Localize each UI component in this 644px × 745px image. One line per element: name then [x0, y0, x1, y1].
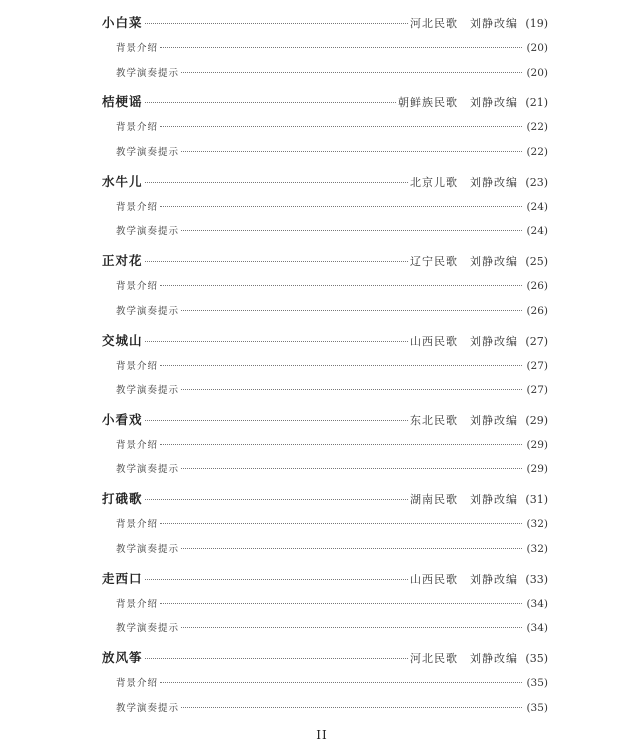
dot-leader	[160, 285, 522, 286]
subentry-page-number: (24)	[526, 200, 548, 213]
entry-source: 北京儿歌 刘静改编	[410, 175, 518, 189]
subentry-label: 背景介绍	[116, 201, 159, 213]
toc-subentry[interactable]	[102, 61, 548, 86]
subentry-page-number: (27)	[526, 384, 548, 397]
subentry-label: 背景介绍	[116, 519, 159, 531]
toc-section	[102, 10, 548, 89]
subentry-label: 背景介绍	[116, 678, 159, 690]
dot-leader	[160, 365, 522, 366]
toc-subentry[interactable]	[102, 671, 548, 696]
subentry-label: 背景介绍	[116, 439, 159, 451]
toc-subentry[interactable]	[102, 36, 548, 61]
subentry-label: 背景介绍	[116, 281, 159, 293]
entry-title: 正对花	[102, 253, 143, 269]
entry-page-number: (21)	[525, 96, 548, 110]
dot-leader	[181, 151, 522, 152]
toc-subentry[interactable]	[102, 115, 548, 140]
toc-section	[102, 328, 548, 407]
toc-entry[interactable]	[102, 407, 548, 433]
dot-leader	[145, 499, 408, 500]
dot-leader	[160, 444, 522, 445]
entry-source: 山西民歌 刘静改编	[410, 572, 518, 586]
entry-title: 小白菜	[102, 15, 143, 30]
toc-section	[102, 486, 548, 565]
entry-page-number: (25)	[525, 255, 548, 269]
subentry-page-number: (27)	[526, 359, 548, 372]
toc-entry[interactable]	[102, 169, 548, 195]
toc-subentry[interactable]	[102, 140, 548, 165]
dot-leader	[145, 102, 396, 103]
page-folio-number: II	[316, 728, 328, 742]
subentry-page-number: (24)	[526, 225, 548, 238]
subentry-page-number: (22)	[526, 145, 548, 158]
dot-leader	[160, 47, 522, 48]
entry-title: 放风筝	[102, 650, 143, 666]
entry-source: 河北民歌 刘静改编	[410, 652, 518, 666]
subentry-page-number: (22)	[526, 121, 548, 134]
subentry-page-number: (35)	[526, 677, 548, 690]
entry-source: 山西民歌 刘静改编	[410, 334, 518, 348]
toc-entry[interactable]	[102, 328, 548, 354]
dot-leader	[145, 420, 408, 421]
entry-page-number: (35)	[525, 652, 548, 666]
subentry-label: 教学演奏提示	[116, 385, 180, 397]
dot-leader	[181, 389, 522, 390]
dot-leader	[160, 206, 522, 207]
dot-leader	[160, 603, 522, 604]
subentry-page-number: (34)	[526, 597, 548, 610]
dot-leader	[181, 468, 522, 469]
entry-page-number: (23)	[525, 175, 548, 189]
subentry-page-number: (29)	[526, 438, 548, 451]
subentry-page-number: (32)	[526, 542, 548, 555]
table-of-contents	[102, 10, 548, 725]
toc-subentry[interactable]	[102, 616, 548, 641]
entry-title: 桔梗谣	[102, 94, 143, 110]
subentry-label: 背景介绍	[116, 598, 159, 610]
subentry-label: 教学演奏提示	[116, 464, 180, 476]
toc-subentry[interactable]	[102, 512, 548, 537]
entry-page-number: (27)	[525, 334, 548, 348]
toc-section	[102, 566, 548, 645]
subentry-label: 教学演奏提示	[116, 623, 180, 635]
dot-leader	[160, 126, 522, 127]
entry-title: 交城山	[102, 332, 143, 348]
subentry-page-number: (20)	[526, 42, 548, 54]
toc-subentry[interactable]	[102, 299, 548, 324]
entry-source: 河北民歌 刘静改编	[410, 17, 518, 30]
toc-entry[interactable]	[102, 248, 548, 274]
dot-leader	[145, 341, 408, 342]
dot-leader	[181, 548, 522, 549]
subentry-label: 教学演奏提示	[116, 543, 180, 555]
toc-subentry[interactable]	[102, 274, 548, 299]
dot-leader	[145, 579, 408, 580]
entry-page-number: (19)	[525, 17, 548, 30]
subentry-page-number: (20)	[526, 66, 548, 79]
entry-source: 东北民歌 刘静改编	[410, 413, 518, 427]
subentry-page-number: (26)	[526, 280, 548, 293]
dot-leader	[145, 23, 408, 24]
entry-page-number: (33)	[525, 572, 548, 586]
toc-subentry[interactable]	[102, 457, 548, 482]
toc-section	[102, 407, 548, 486]
toc-section	[102, 169, 548, 248]
toc-entry[interactable]	[102, 10, 548, 36]
subentry-label: 教学演奏提示	[116, 67, 180, 79]
entry-source: 辽宁民歌 刘静改编	[410, 255, 518, 269]
toc-subentry[interactable]	[102, 696, 548, 721]
dot-leader	[160, 682, 522, 683]
subentry-label: 教学演奏提示	[116, 146, 180, 158]
subentry-page-number: (35)	[526, 701, 548, 714]
dot-leader	[181, 707, 522, 708]
toc-subentry[interactable]	[102, 219, 548, 244]
dot-leader	[145, 182, 408, 183]
entry-page-number: (29)	[525, 413, 548, 427]
entry-source: 朝鲜族民歌 刘静改编	[398, 96, 518, 110]
toc-entry[interactable]	[102, 645, 548, 671]
toc-subentry[interactable]	[102, 354, 548, 379]
subentry-label: 背景介绍	[116, 122, 159, 134]
entry-title: 打硪歌	[102, 491, 143, 507]
toc-section	[102, 645, 548, 724]
toc-subentry[interactable]	[102, 592, 548, 617]
toc-subentry[interactable]	[102, 378, 548, 403]
dot-leader	[181, 230, 522, 231]
dot-leader	[145, 261, 408, 262]
toc-entry[interactable]	[102, 89, 548, 115]
subentry-label: 教学演奏提示	[116, 226, 180, 238]
subentry-page-number: (26)	[526, 304, 548, 317]
subentry-label: 教学演奏提示	[116, 305, 180, 317]
toc-section	[102, 89, 548, 168]
dot-leader	[145, 658, 408, 659]
subentry-page-number: (29)	[526, 463, 548, 476]
dot-leader	[181, 627, 522, 628]
dot-leader	[181, 310, 522, 311]
dot-leader	[160, 523, 522, 524]
dot-leader	[181, 72, 522, 73]
toc-entry[interactable]	[102, 566, 548, 592]
entry-page-number: (31)	[525, 493, 548, 507]
toc-section	[102, 248, 548, 327]
subentry-page-number: (32)	[526, 518, 548, 531]
entry-title: 走西口	[102, 570, 143, 586]
toc-subentry[interactable]	[102, 433, 548, 458]
subentry-label: 背景介绍	[116, 360, 159, 372]
entry-source: 湖南民歌 刘静改编	[410, 493, 518, 507]
subentry-label: 背景介绍	[116, 43, 159, 54]
toc-entry[interactable]	[102, 486, 548, 512]
toc-subentry[interactable]	[102, 195, 548, 220]
subentry-page-number: (34)	[526, 622, 548, 635]
subentry-label: 教学演奏提示	[116, 702, 180, 714]
entry-title: 水牛儿	[102, 173, 143, 189]
toc-subentry[interactable]	[102, 537, 548, 562]
entry-title: 小看戏	[102, 411, 143, 427]
